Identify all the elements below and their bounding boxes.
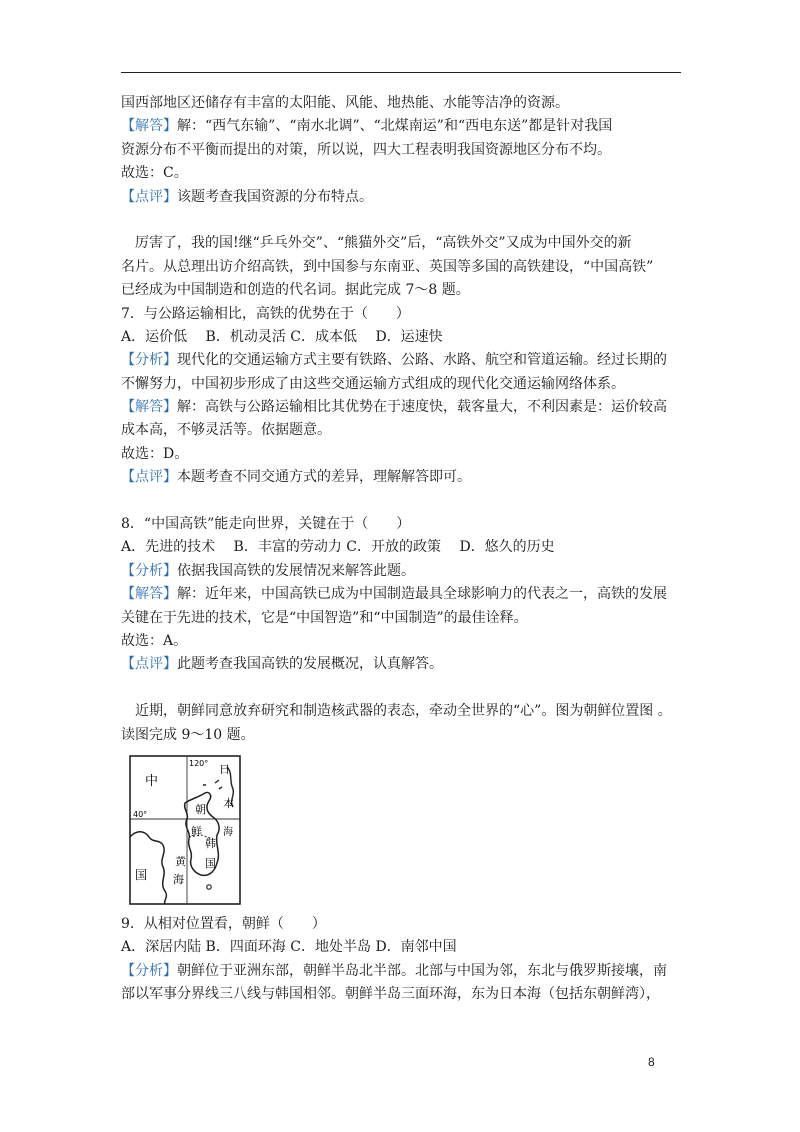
page-number: 8 bbox=[648, 1055, 655, 1069]
label-120: 120° bbox=[189, 758, 209, 768]
page-content bbox=[121, 92, 687, 1007]
passage-line: 已经成为中国制造和创造的代名词。据此完成 7～8 题。 bbox=[121, 282, 470, 299]
analysis-line bbox=[121, 560, 687, 583]
comment-tag: 【点评】 bbox=[121, 656, 177, 673]
passage-line: 厉害了，我的国!继“乒乓外交”、“熊猫外交”后，“高铁外交”又成为中国外交的新 bbox=[135, 235, 632, 252]
choice-line: 故选：C。 bbox=[121, 165, 188, 182]
answer-line bbox=[121, 396, 687, 419]
answer-tag: 【解答】 bbox=[121, 586, 177, 603]
question-options: A．运价低 B．机动灵活 C．成本低 D．运速快 bbox=[121, 328, 443, 345]
label-guo: 国 bbox=[135, 867, 148, 882]
passage-line: 读图完成 9～10 题。 bbox=[121, 726, 255, 743]
question-options: A．先进的技术 B．丰富的劳动力 C．开放的政策 D．悠久的历史 bbox=[121, 539, 555, 556]
comment-line bbox=[121, 466, 687, 489]
choice-line: 故选：A。 bbox=[121, 632, 188, 649]
label-zhong: 中 bbox=[145, 773, 159, 789]
answer-line bbox=[121, 115, 687, 138]
passage-line: 名片。从总理出访介绍高铁，到中国参与东南亚、英国等多国的高铁建设，“中国高铁” bbox=[121, 258, 654, 275]
answer-line bbox=[121, 583, 687, 606]
label-ben: 本 bbox=[223, 796, 234, 810]
comment-tag: 【点评】 bbox=[121, 188, 177, 205]
comment-line bbox=[121, 186, 687, 209]
answer-text: 解：近年来，中国高铁已成为中国制造最具全球影响力的代表之一，高铁的发展 bbox=[177, 586, 667, 603]
question-options: A．深居内陆 B．四面环海 C．地处半岛 D．南邻中国 bbox=[121, 939, 457, 956]
answer-tag: 【解答】 bbox=[121, 118, 177, 135]
label-40: 40° bbox=[133, 809, 148, 819]
answer-tag: 【解答】 bbox=[121, 399, 177, 416]
answer-text: 解：“西气东输”、“南水北调”、“北煤南运”和“西电东送”都是针对我国 bbox=[177, 118, 613, 135]
korea-location-map bbox=[129, 755, 241, 905]
analysis-line bbox=[121, 349, 687, 372]
text-line: 成本高，不够灵活等。依据题意。 bbox=[121, 422, 331, 439]
analysis-tag: 【分析】 bbox=[121, 562, 177, 579]
map-figure bbox=[129, 755, 241, 905]
text-line: 资源分布不平衡而提出的对策，所以说，四大工程表明我国资源地区分布不均。 bbox=[121, 141, 611, 158]
analysis-line bbox=[121, 960, 687, 983]
question-stem: 8．“中国高铁”能走向世界，关键在于（ ） bbox=[121, 516, 411, 533]
spacer bbox=[121, 209, 687, 232]
analysis-text: 依据我国高铁的发展情况来解答此题。 bbox=[177, 562, 415, 579]
text-line: 部以军事分界线三八线与韩国相邻。朝鲜半岛三面环海，东为日本海（包括东朝鲜湾）， bbox=[121, 986, 660, 1003]
comment-text: 本题考查不同交通方式的差异，理解解答即可。 bbox=[177, 469, 471, 486]
header-rule bbox=[121, 72, 681, 73]
label-chao: 朝 bbox=[195, 802, 206, 816]
text-line: 关键在于先进的技术，它是“中国智造”和“中国制造”的最佳诠释。 bbox=[121, 609, 528, 626]
analysis-tag: 【分析】 bbox=[121, 352, 177, 369]
analysis-text: 现代化的交通运输方式主要有铁路、公路、水路、航空和管道运输。经过长期的 bbox=[177, 352, 667, 369]
passage-line: 近期，朝鲜同意放弃研究和制造核武器的表态，牵动全世界的“心”。图为朝鲜位置图 。 bbox=[135, 703, 672, 720]
label-guo2: 国 bbox=[205, 856, 216, 870]
label-huang: 黄 bbox=[175, 854, 186, 868]
question-stem: 9．从相对位置看，朝鲜（ ） bbox=[121, 915, 326, 932]
spacer bbox=[121, 677, 687, 700]
comment-text: 此题考查我国高铁的发展概况，认真解答。 bbox=[177, 656, 443, 673]
analysis-text: 朝鲜位于亚洲东部，朝鲜半岛北半部。北部与中国为邻，东北与俄罗斯接壤，南 bbox=[177, 962, 667, 979]
text-line: 不懈努力，中国初步形成了由这些交通运输方式组成的现代化交通运输网络体系。 bbox=[121, 375, 625, 392]
comment-tag: 【点评】 bbox=[121, 469, 177, 486]
label-ri: 日 bbox=[219, 762, 230, 776]
label-hai: 海 bbox=[223, 826, 233, 838]
text-line: 国西部地区还储存有丰富的太阳能、风能、地热能、水能等洁净的资源。 bbox=[121, 95, 569, 111]
analysis-tag: 【分析】 bbox=[121, 962, 177, 979]
answer-text: 解：高铁与公路运输相比其优势在于速度快，载客量大，不利因素是：运价较高 bbox=[177, 399, 667, 416]
choice-line: 故选：D。 bbox=[121, 445, 189, 462]
comment-text: 该题考查我国资源的分布特点。 bbox=[177, 188, 373, 205]
question-stem: 7．与公路运输相比，高铁的优势在于（ ） bbox=[121, 305, 410, 322]
label-han: 韩 bbox=[205, 836, 216, 850]
label-hai2: 海 bbox=[173, 872, 184, 886]
spacer bbox=[121, 490, 687, 513]
comment-line bbox=[121, 653, 687, 676]
label-xian: 鲜 bbox=[191, 824, 202, 838]
